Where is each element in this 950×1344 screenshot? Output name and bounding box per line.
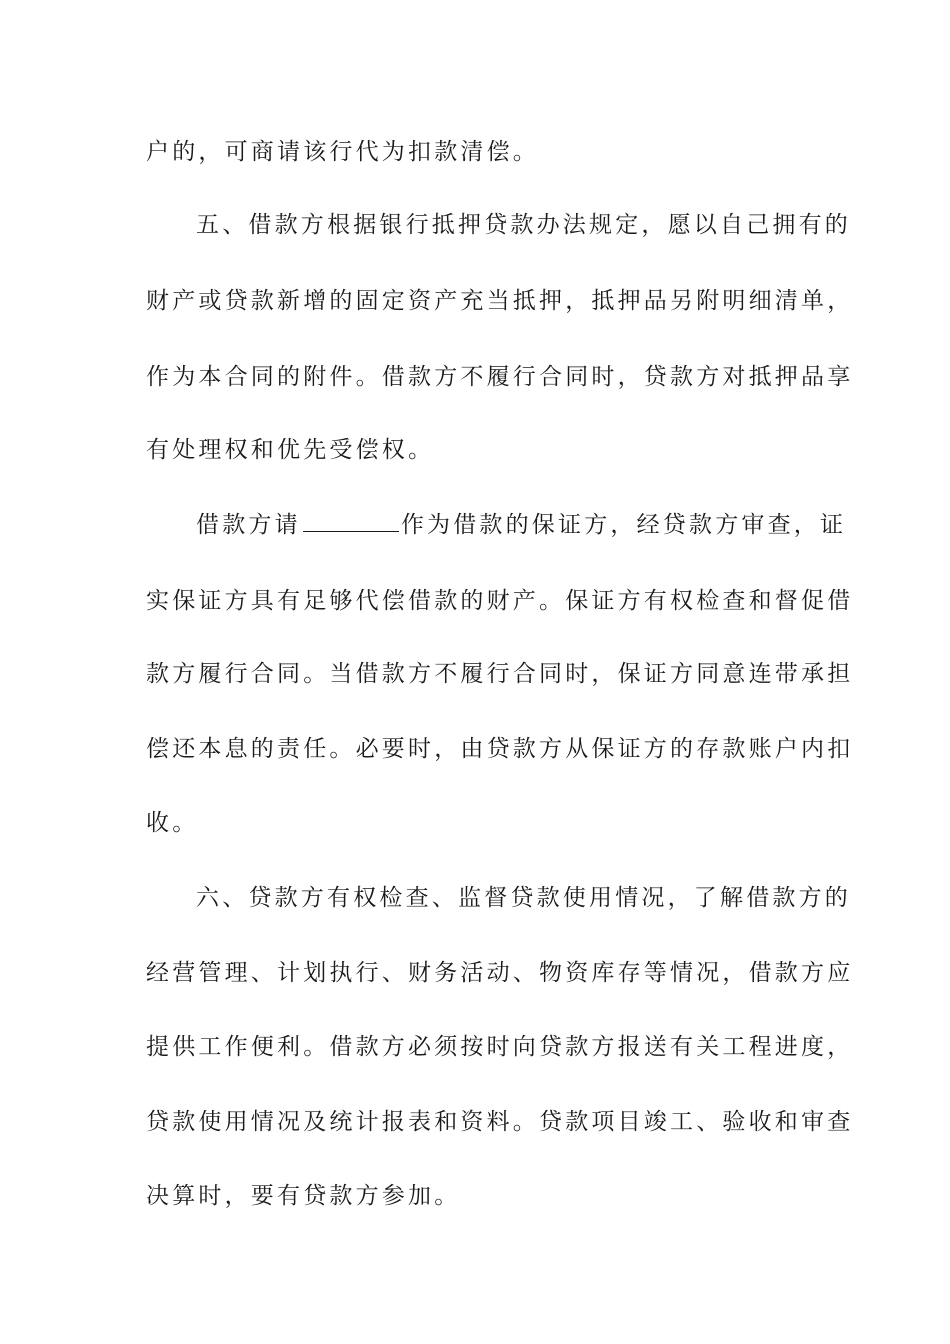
paragraph-line: 款方履行合同。当借款方不履行合同时，保证方同意连带承担 [146, 661, 854, 687]
paragraph-line: 实保证方具有足够代偿借款的财产。保证方有权检查和督促借 [146, 588, 854, 614]
paragraph-line: 决算时，要有贷款方参加。 [146, 1183, 461, 1209]
paragraph-line: 财产或贷款新增的固定资产充当抵押，抵押品另附明细清单， [146, 288, 854, 314]
paragraph-line: 经营管理、计划执行、财务活动、物资库存等情况，借款方应 [146, 960, 854, 986]
paragraph-line: 作为本合同的附件。借款方不履行合同时，贷款方对抵押品享 [146, 364, 854, 390]
paragraph-line: 偿还本息的责任。必要时，由贷款方从保证方的存款账户内扣 [146, 736, 854, 762]
paragraph-text: 作为借款的保证方，经贷款方审查，证 [400, 512, 847, 538]
paragraph-text: 借款方请 [196, 512, 301, 538]
paragraph-line: 贷款使用情况及统计报表和资料。贷款项目竣工、验收和审查 [146, 1109, 854, 1135]
paragraph-line: 六、贷款方有权检查、监督贷款使用情况，了解借款方的 [196, 885, 851, 911]
paragraph-line-with-blank [196, 510, 846, 540]
paragraph-line: 有处理权和优先受偿权。 [146, 437, 435, 463]
paragraph-line: 户的，可商请该行代为扣款清偿。 [146, 139, 539, 165]
fill-in-blank [303, 511, 399, 532]
paragraph-line: 收。 [146, 810, 199, 836]
paragraph-line: 提供工作便利。借款方必须按时向贷款方报送有关工程进度， [146, 1034, 854, 1060]
paragraph-line: 五、借款方根据银行抵押贷款办法规定，愿以自己拥有的 [196, 212, 851, 238]
